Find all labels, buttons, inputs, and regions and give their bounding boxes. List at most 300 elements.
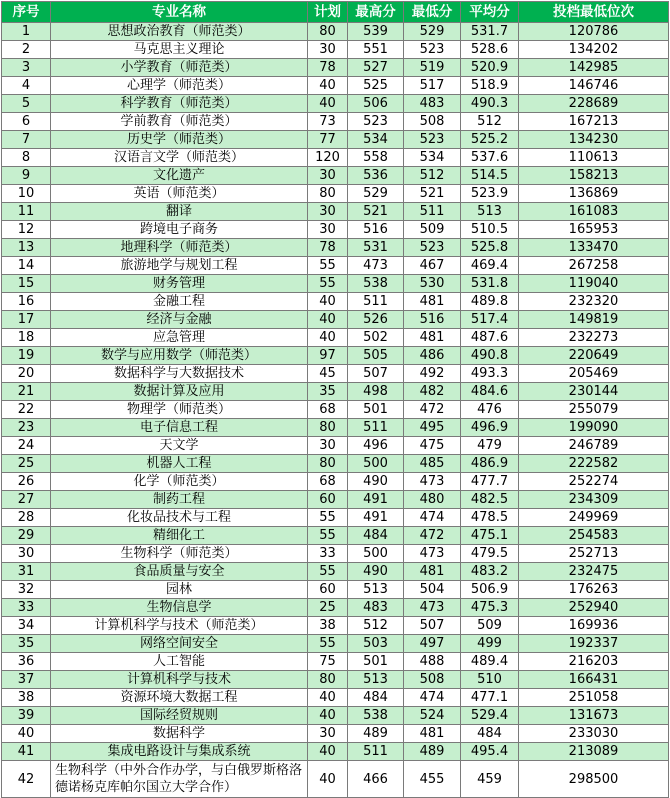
- cell-plan: 33: [308, 545, 348, 563]
- cell-min-score: 485: [404, 455, 461, 473]
- cell-avg-score: 529.4: [461, 707, 519, 725]
- cell-major-name: 资源环境大数据工程: [51, 689, 308, 707]
- cell-major-name: 园林: [51, 581, 308, 599]
- table-row: [2, 131, 669, 149]
- cell-plan: 78: [308, 239, 348, 257]
- cell-index: 30: [2, 545, 51, 563]
- table-row: [2, 599, 669, 617]
- cell-plan: 80: [308, 419, 348, 437]
- cell-max-score: 503: [348, 635, 404, 653]
- cell-plan: 35: [308, 383, 348, 401]
- cell-major-name: 计算机科学与技术: [51, 671, 308, 689]
- cell-avg-score: 484: [461, 725, 519, 743]
- table-row: [2, 689, 669, 707]
- cell-plan: 25: [308, 599, 348, 617]
- cell-avg-score: 495.4: [461, 743, 519, 761]
- table-row: [2, 59, 669, 77]
- cell-plan: 55: [308, 635, 348, 653]
- cell-max-score: 538: [348, 707, 404, 725]
- cell-plan: 40: [308, 293, 348, 311]
- cell-min-score: 483: [404, 95, 461, 113]
- cell-min-rank: 228689: [519, 95, 669, 113]
- cell-min-score: 467: [404, 257, 461, 275]
- cell-major-name: 科学教育（师范类）: [51, 95, 308, 113]
- cell-min-rank: 232475: [519, 563, 669, 581]
- cell-major-name: 经济与金融: [51, 311, 308, 329]
- cell-index: 29: [2, 527, 51, 545]
- cell-plan: 40: [308, 761, 348, 798]
- cell-avg-score: 531.7: [461, 23, 519, 41]
- cell-min-rank: 110613: [519, 149, 669, 167]
- cell-major-name: 精细化工: [51, 527, 308, 545]
- cell-max-score: 500: [348, 455, 404, 473]
- table-row: [2, 419, 669, 437]
- cell-max-score: 506: [348, 95, 404, 113]
- header-plan: 计划: [308, 2, 348, 23]
- cell-plan: 40: [308, 707, 348, 725]
- cell-min-rank: 158213: [519, 167, 669, 185]
- cell-avg-score: 537.6: [461, 149, 519, 167]
- cell-max-score: 511: [348, 743, 404, 761]
- cell-avg-score: 518.9: [461, 77, 519, 95]
- cell-plan: 40: [308, 77, 348, 95]
- header-row: [2, 2, 669, 23]
- cell-avg-score: 499: [461, 635, 519, 653]
- cell-min-score: 517: [404, 77, 461, 95]
- cell-avg-score: 525.8: [461, 239, 519, 257]
- cell-major-name: 旅游地学与规划工程: [51, 257, 308, 275]
- cell-plan: 120: [308, 149, 348, 167]
- cell-index: 34: [2, 617, 51, 635]
- cell-max-score: 512: [348, 617, 404, 635]
- cell-major-name: 英语（师范类）: [51, 185, 308, 203]
- cell-min-rank: 136869: [519, 185, 669, 203]
- cell-max-score: 498: [348, 383, 404, 401]
- cell-max-score: 511: [348, 419, 404, 437]
- cell-major-name: 生物信息学: [51, 599, 308, 617]
- cell-avg-score: 477.1: [461, 689, 519, 707]
- cell-plan: 30: [308, 167, 348, 185]
- cell-plan: 75: [308, 653, 348, 671]
- cell-min-rank: 220649: [519, 347, 669, 365]
- cell-major-name: 天文学: [51, 437, 308, 455]
- cell-max-score: 551: [348, 41, 404, 59]
- cell-min-rank: 167213: [519, 113, 669, 131]
- cell-min-score: 481: [404, 725, 461, 743]
- cell-avg-score: 459: [461, 761, 519, 798]
- cell-index: 40: [2, 725, 51, 743]
- cell-max-score: 490: [348, 563, 404, 581]
- cell-max-score: 539: [348, 23, 404, 41]
- cell-major-name: 制药工程: [51, 491, 308, 509]
- table-row: [2, 383, 669, 401]
- table-row: [2, 113, 669, 131]
- cell-min-score: 519: [404, 59, 461, 77]
- cell-index: 1: [2, 23, 51, 41]
- cell-max-score: 511: [348, 293, 404, 311]
- table-row: [2, 491, 669, 509]
- cell-major-name: 思想政治教育（师范类）: [51, 23, 308, 41]
- cell-min-score: 512: [404, 167, 461, 185]
- cell-min-rank: 252940: [519, 599, 669, 617]
- cell-major-name: 财务管理: [51, 275, 308, 293]
- cell-max-score: 513: [348, 671, 404, 689]
- cell-plan: 78: [308, 59, 348, 77]
- table-row: [2, 167, 669, 185]
- table-row: [2, 671, 669, 689]
- table-row: [2, 221, 669, 239]
- cell-major-name: 计算机科学与技术（师范类）: [51, 617, 308, 635]
- cell-max-score: 473: [348, 257, 404, 275]
- cell-index: 15: [2, 275, 51, 293]
- cell-avg-score: 525.2: [461, 131, 519, 149]
- cell-index: 10: [2, 185, 51, 203]
- cell-major-name: 学前教育（师范类）: [51, 113, 308, 131]
- table-row: [2, 239, 669, 257]
- header-index: 序号: [2, 2, 51, 23]
- cell-plan: 55: [308, 509, 348, 527]
- cell-avg-score: 476: [461, 401, 519, 419]
- cell-max-score: 521: [348, 203, 404, 221]
- cell-index: 41: [2, 743, 51, 761]
- cell-min-score: 481: [404, 329, 461, 347]
- cell-avg-score: 478.5: [461, 509, 519, 527]
- cell-avg-score: 479: [461, 437, 519, 455]
- cell-index: 36: [2, 653, 51, 671]
- cell-min-score: 455: [404, 761, 461, 798]
- cell-index: 24: [2, 437, 51, 455]
- cell-max-score: 526: [348, 311, 404, 329]
- cell-index: 9: [2, 167, 51, 185]
- cell-major-name: 食品质量与安全: [51, 563, 308, 581]
- table-row: [2, 329, 669, 347]
- cell-max-score: 558: [348, 149, 404, 167]
- cell-min-score: 482: [404, 383, 461, 401]
- table-row: [2, 473, 669, 491]
- table-row: [2, 725, 669, 743]
- cell-major-name: 化学（师范类）: [51, 473, 308, 491]
- cell-plan: 68: [308, 473, 348, 491]
- cell-max-score: 523: [348, 113, 404, 131]
- cell-max-score: 484: [348, 689, 404, 707]
- cell-min-score: 473: [404, 473, 461, 491]
- cell-plan: 80: [308, 455, 348, 473]
- cell-max-score: 513: [348, 581, 404, 599]
- cell-min-score: 495: [404, 419, 461, 437]
- cell-index: 33: [2, 599, 51, 617]
- cell-avg-score: 520.9: [461, 59, 519, 77]
- cell-avg-score: 487.6: [461, 329, 519, 347]
- cell-index: 5: [2, 95, 51, 113]
- cell-max-score: 496: [348, 437, 404, 455]
- cell-min-score: 473: [404, 545, 461, 563]
- cell-major-name: 小学教育（师范类）: [51, 59, 308, 77]
- cell-major-name: 生物科学（中外合作办学，与白俄罗斯格洛德诺杨克库帕尔国立大学合作）: [51, 761, 308, 798]
- cell-min-rank: 192337: [519, 635, 669, 653]
- cell-max-score: 489: [348, 725, 404, 743]
- cell-avg-score: 484.6: [461, 383, 519, 401]
- cell-avg-score: 490.8: [461, 347, 519, 365]
- table-row: [2, 401, 669, 419]
- cell-major-name: 历史学（师范类）: [51, 131, 308, 149]
- cell-plan: 80: [308, 671, 348, 689]
- cell-index: 2: [2, 41, 51, 59]
- cell-major-name: 心理学（师范类）: [51, 77, 308, 95]
- cell-major-name: 金融工程: [51, 293, 308, 311]
- cell-plan: 30: [308, 725, 348, 743]
- cell-avg-score: 469.4: [461, 257, 519, 275]
- table-row: [2, 563, 669, 581]
- cell-min-score: 511: [404, 203, 461, 221]
- cell-min-rank: 255079: [519, 401, 669, 419]
- cell-min-rank: 199090: [519, 419, 669, 437]
- cell-min-rank: 142985: [519, 59, 669, 77]
- cell-max-score: 466: [348, 761, 404, 798]
- cell-max-score: 507: [348, 365, 404, 383]
- table-row: [2, 41, 669, 59]
- cell-avg-score: 489.8: [461, 293, 519, 311]
- table-body: [2, 23, 669, 798]
- cell-min-rank: 232320: [519, 293, 669, 311]
- cell-major-name: 地理科学（师范类）: [51, 239, 308, 257]
- cell-min-score: 508: [404, 113, 461, 131]
- cell-major-name: 跨境电子商务: [51, 221, 308, 239]
- cell-index: 39: [2, 707, 51, 725]
- cell-avg-score: 513: [461, 203, 519, 221]
- table-row: [2, 149, 669, 167]
- cell-min-score: 492: [404, 365, 461, 383]
- cell-max-score: 484: [348, 527, 404, 545]
- cell-max-score: 525: [348, 77, 404, 95]
- cell-index: 22: [2, 401, 51, 419]
- cell-avg-score: 489.4: [461, 653, 519, 671]
- cell-index: 4: [2, 77, 51, 95]
- cell-major-name: 国际经贸规则: [51, 707, 308, 725]
- cell-avg-score: 490.3: [461, 95, 519, 113]
- cell-min-score: 516: [404, 311, 461, 329]
- cell-min-score: 497: [404, 635, 461, 653]
- cell-plan: 45: [308, 365, 348, 383]
- table-row: [2, 527, 669, 545]
- cell-min-rank: 298500: [519, 761, 669, 798]
- cell-min-rank: 252274: [519, 473, 669, 491]
- table-row: [2, 455, 669, 473]
- table-row: [2, 311, 669, 329]
- table-row: [2, 545, 669, 563]
- table-row: [2, 347, 669, 365]
- cell-min-rank: 213089: [519, 743, 669, 761]
- table-row: [2, 365, 669, 383]
- cell-plan: 55: [308, 275, 348, 293]
- cell-major-name: 集成电路设计与集成系统: [51, 743, 308, 761]
- cell-avg-score: 517.4: [461, 311, 519, 329]
- cell-index: 26: [2, 473, 51, 491]
- cell-plan: 38: [308, 617, 348, 635]
- cell-min-rank: 254583: [519, 527, 669, 545]
- cell-avg-score: 514.5: [461, 167, 519, 185]
- cell-plan: 60: [308, 491, 348, 509]
- cell-index: 31: [2, 563, 51, 581]
- cell-min-rank: 131673: [519, 707, 669, 725]
- cell-plan: 30: [308, 41, 348, 59]
- cell-plan: 80: [308, 23, 348, 41]
- header-min-score: 最低分: [404, 2, 461, 23]
- table-row: [2, 743, 669, 761]
- cell-min-rank: 166431: [519, 671, 669, 689]
- table-row: [2, 653, 669, 671]
- header-max-score: 最高分: [348, 2, 404, 23]
- cell-min-rank: 169936: [519, 617, 669, 635]
- cell-avg-score: 528.6: [461, 41, 519, 59]
- cell-index: 14: [2, 257, 51, 275]
- cell-min-rank: 246789: [519, 437, 669, 455]
- cell-min-score: 523: [404, 131, 461, 149]
- cell-plan: 40: [308, 329, 348, 347]
- cell-major-name: 翻译: [51, 203, 308, 221]
- cell-index: 32: [2, 581, 51, 599]
- cell-min-rank: 119040: [519, 275, 669, 293]
- cell-index: 18: [2, 329, 51, 347]
- table-row: [2, 185, 669, 203]
- table-row: [2, 275, 669, 293]
- cell-plan: 55: [308, 527, 348, 545]
- cell-major-name: 人工智能: [51, 653, 308, 671]
- table-row: [2, 581, 669, 599]
- cell-min-rank: 205469: [519, 365, 669, 383]
- cell-min-rank: 146746: [519, 77, 669, 95]
- cell-min-rank: 234309: [519, 491, 669, 509]
- table-row: [2, 293, 669, 311]
- cell-min-score: 472: [404, 527, 461, 545]
- cell-max-score: 491: [348, 509, 404, 527]
- cell-min-rank: 165953: [519, 221, 669, 239]
- cell-min-score: 474: [404, 689, 461, 707]
- cell-avg-score: 531.8: [461, 275, 519, 293]
- cell-min-rank: 216203: [519, 653, 669, 671]
- cell-min-score: 530: [404, 275, 461, 293]
- cell-avg-score: 509: [461, 617, 519, 635]
- cell-major-name: 数据计算及应用: [51, 383, 308, 401]
- cell-index: 21: [2, 383, 51, 401]
- cell-min-rank: 149819: [519, 311, 669, 329]
- cell-min-score: 480: [404, 491, 461, 509]
- table-row: [2, 635, 669, 653]
- cell-major-name: 数据科学与大数据技术: [51, 365, 308, 383]
- cell-major-name: 马克思主义理论: [51, 41, 308, 59]
- cell-min-score: 481: [404, 563, 461, 581]
- cell-max-score: 527: [348, 59, 404, 77]
- cell-index: 17: [2, 311, 51, 329]
- cell-min-score: 523: [404, 239, 461, 257]
- cell-max-score: 536: [348, 167, 404, 185]
- cell-max-score: 483: [348, 599, 404, 617]
- cell-avg-score: 475.3: [461, 599, 519, 617]
- cell-plan: 30: [308, 437, 348, 455]
- table-row: [2, 257, 669, 275]
- cell-plan: 30: [308, 203, 348, 221]
- cell-min-rank: 251058: [519, 689, 669, 707]
- cell-avg-score: 510: [461, 671, 519, 689]
- cell-max-score: 505: [348, 347, 404, 365]
- cell-max-score: 538: [348, 275, 404, 293]
- header-min-rank: 投档最低位次: [519, 2, 669, 23]
- cell-min-score: 489: [404, 743, 461, 761]
- cell-plan: 40: [308, 689, 348, 707]
- cell-major-name: 化妆品技术与工程: [51, 509, 308, 527]
- cell-min-score: 481: [404, 293, 461, 311]
- cell-avg-score: 477.7: [461, 473, 519, 491]
- cell-index: 13: [2, 239, 51, 257]
- cell-index: 25: [2, 455, 51, 473]
- cell-avg-score: 483.2: [461, 563, 519, 581]
- table-row: [2, 617, 669, 635]
- cell-avg-score: 475.1: [461, 527, 519, 545]
- cell-avg-score: 506.9: [461, 581, 519, 599]
- cell-min-rank: 133470: [519, 239, 669, 257]
- cell-min-score: 507: [404, 617, 461, 635]
- cell-index: 37: [2, 671, 51, 689]
- cell-major-name: 网络空间安全: [51, 635, 308, 653]
- cell-max-score: 491: [348, 491, 404, 509]
- cell-major-name: 机器人工程: [51, 455, 308, 473]
- cell-major-name: 应急管理: [51, 329, 308, 347]
- cell-plan: 77: [308, 131, 348, 149]
- table-row: [2, 77, 669, 95]
- cell-index: 7: [2, 131, 51, 149]
- cell-avg-score: 523.9: [461, 185, 519, 203]
- table-row: [2, 509, 669, 527]
- cell-min-rank: 176263: [519, 581, 669, 599]
- cell-plan: 40: [308, 743, 348, 761]
- cell-plan: 30: [308, 221, 348, 239]
- cell-min-rank: 267258: [519, 257, 669, 275]
- cell-major-name: 物理学（师范类）: [51, 401, 308, 419]
- cell-avg-score: 482.5: [461, 491, 519, 509]
- cell-min-score: 534: [404, 149, 461, 167]
- cell-plan: 97: [308, 347, 348, 365]
- cell-index: 38: [2, 689, 51, 707]
- cell-plan: 40: [308, 311, 348, 329]
- table-row: [2, 761, 669, 798]
- cell-min-score: 474: [404, 509, 461, 527]
- cell-major-name: 文化遗产: [51, 167, 308, 185]
- cell-major-name: 汉语言文学（师范类）: [51, 149, 308, 167]
- cell-min-score: 473: [404, 599, 461, 617]
- cell-max-score: 500: [348, 545, 404, 563]
- cell-min-score: 504: [404, 581, 461, 599]
- cell-index: 23: [2, 419, 51, 437]
- cell-min-score: 486: [404, 347, 461, 365]
- cell-major-name: 数学与应用数学（师范类）: [51, 347, 308, 365]
- cell-max-score: 502: [348, 329, 404, 347]
- cell-major-name: 生物科学（师范类）: [51, 545, 308, 563]
- table-row: [2, 707, 669, 725]
- cell-min-score: 524: [404, 707, 461, 725]
- table-row: [2, 437, 669, 455]
- cell-max-score: 534: [348, 131, 404, 149]
- cell-index: 16: [2, 293, 51, 311]
- cell-min-rank: 232273: [519, 329, 669, 347]
- cell-plan: 80: [308, 185, 348, 203]
- cell-min-score: 475: [404, 437, 461, 455]
- cell-index: 3: [2, 59, 51, 77]
- cell-index: 42: [2, 761, 51, 798]
- cell-max-score: 529: [348, 185, 404, 203]
- cell-min-score: 521: [404, 185, 461, 203]
- cell-max-score: 501: [348, 653, 404, 671]
- cell-plan: 68: [308, 401, 348, 419]
- cell-plan: 73: [308, 113, 348, 131]
